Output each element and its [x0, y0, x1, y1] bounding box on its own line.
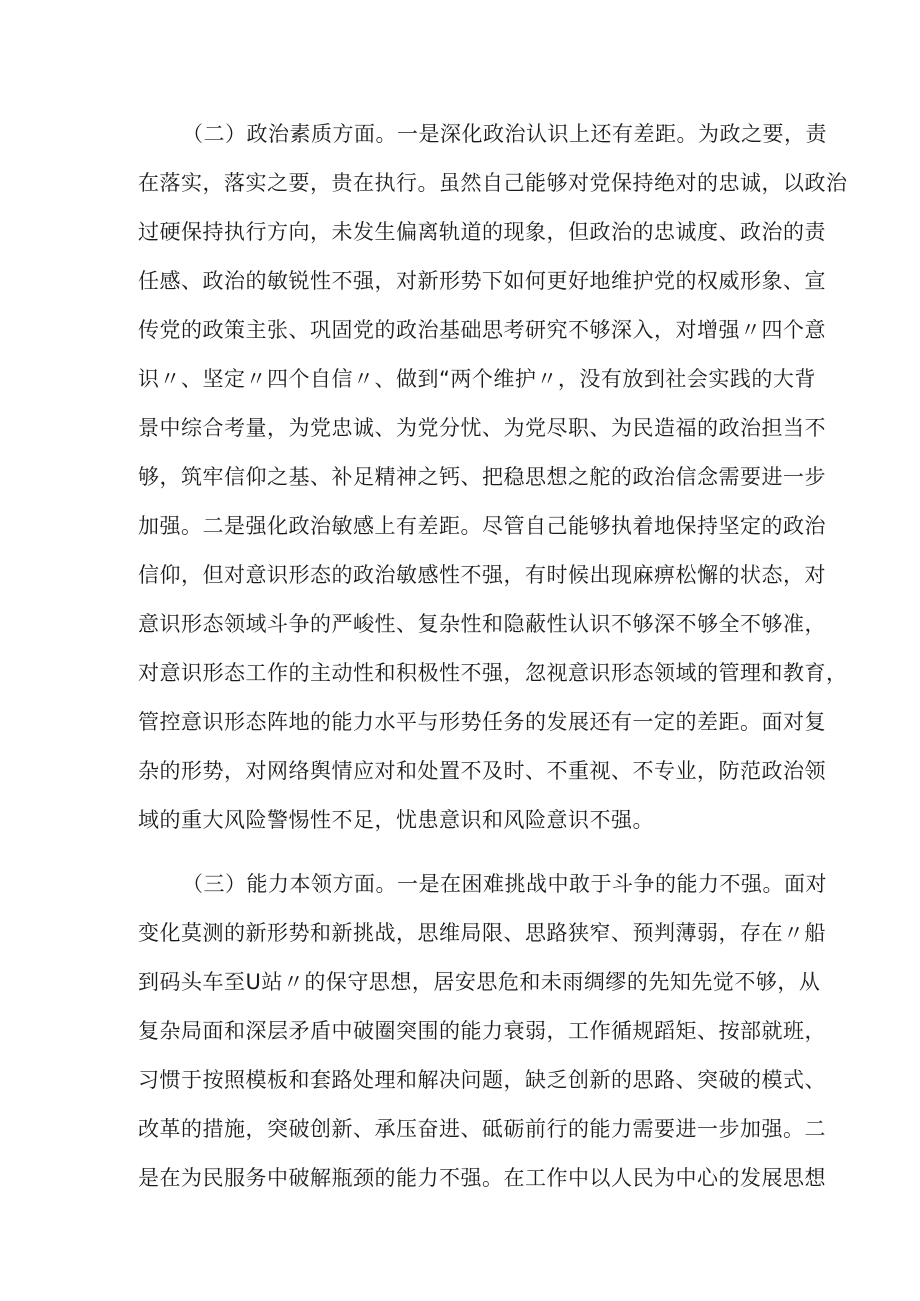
text-line: 杂的形势，对网络舆情应对和处置不及时、不重视、不专业，防范政治领: [138, 759, 826, 783]
text-line: 变化莫测的新形势和新挑战，思维局限、思路狭窄、预判薄弱，存在〃船: [138, 921, 826, 945]
text-line: 改革的措施，突破创新、承压奋进、砥砺前行的能力需要进一步加强。二: [138, 1117, 826, 1141]
text-line: 到码头车至U站〃的保守思想，居安思危和未雨绸缪的先知先觉不够，从: [138, 970, 821, 994]
text-line: 够，筑牢信仰之基、补足精神之钙、把稳思想之舵的政治信念需要进一步: [138, 465, 826, 489]
text-line: 习惯于按照模板和套路处理和解决问题，缺乏创新的思路、突破的模式、: [138, 1068, 826, 1092]
text-line: （二）政治素质方面。一是深化政治认识上还有差距。为政之要，责: [182, 122, 827, 146]
text-line: 管控意识形态阵地的能力水平与形势任务的发展还有一定的差距。面对复: [138, 710, 826, 734]
text-line: 意识形态领域斗争的严峻性、复杂性和隐蔽性认识不够深不够全不够准，: [138, 612, 826, 636]
text-line: 加强。二是强化政治敏感上有差距。尽管自己能够执着地保持坚定的政治: [138, 514, 826, 538]
text-line: 过硬保持执行方向，未发生偏离轨道的现象，但政治的忠诚度、政治的责: [138, 220, 826, 244]
text-line: 景中综合考量，为党忠诚、为党分忧、为党尽职、为民造福的政治担当不: [138, 416, 826, 440]
text-line: 域的重大风险警惕性不足，忧患意识和风险意识不强。: [138, 808, 654, 832]
text-line: 对意识形态工作的主动性和积极性不强，忽视意识形态领域的管理和教育，: [138, 661, 848, 685]
text-line: 任感、政治的敏锐性不强，对新形势下如何更好地维护党的权威形象、宣: [138, 269, 826, 293]
text-line: （三）能力本领方面。一是在困难挑战中敢于斗争的能力不强。面对: [182, 872, 827, 896]
text-line: 识〃、坚定〃四个自信〃、做到“两个维护〃，没有放到社会实践的大背: [138, 367, 816, 391]
text-line: 是在为民服务中破解瓶颈的能力不强。在工作中以人民为中心的发展思想: [138, 1166, 826, 1190]
text-line: 复杂局面和深层矛盾中破圈突围的能力衰弱，工作循规蹈矩、按部就班，: [138, 1019, 826, 1043]
text-line: 信仰，但对意识形态的政治敏感性不强，有时候出现麻痹松懈的状态，对: [138, 563, 826, 587]
text-line: 在落实，落实之要，贵在执行。虽然自己能够对党保持绝对的忠诚，以政治: [138, 171, 848, 195]
text-line: 传党的政策主张、巩固党的政治基础思考研究不够深入，对增强〃四个意: [138, 318, 826, 342]
